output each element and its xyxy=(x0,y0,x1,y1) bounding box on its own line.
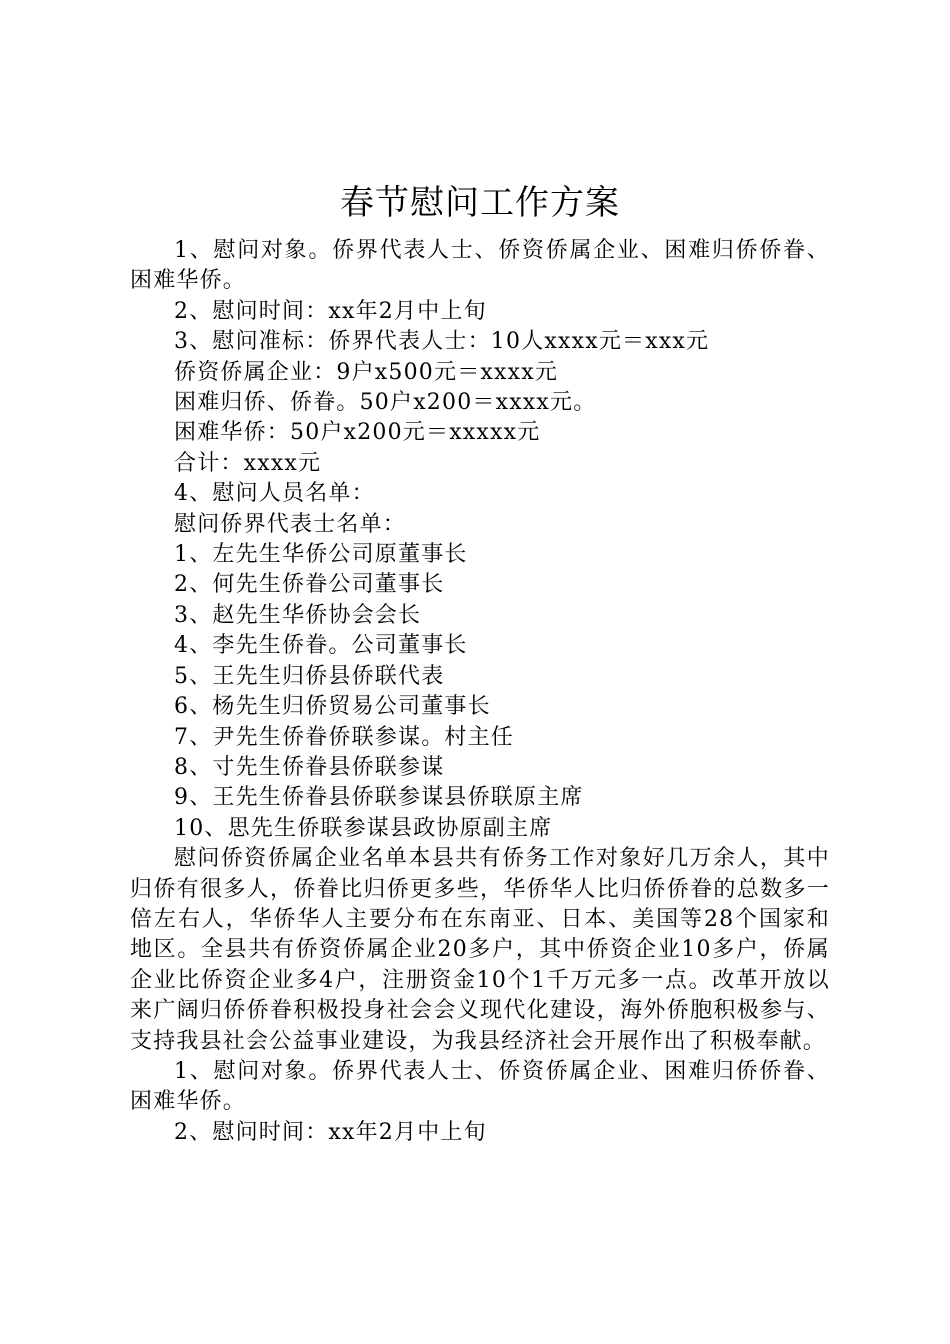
paragraph: 困难归侨、侨眷。50户x200＝xxxx元。 xyxy=(174,390,597,416)
paragraph: 4、慰问人员名单： xyxy=(174,481,375,507)
list-item: 8、寸先生侨眷县侨联参谋 xyxy=(174,754,445,780)
list-item: 4、李先生侨眷。公司董事长 xyxy=(174,633,468,659)
list-item: 10、思先生侨联参谋县政协原副主席 xyxy=(174,815,553,841)
paragraph: 2、慰问时间：xx年2月中上旬 xyxy=(174,298,487,324)
list-item: 1、左先生华侨公司原董事长 xyxy=(174,542,468,568)
list-item: 5、王先生归侨县侨联代表 xyxy=(174,663,445,689)
paragraph: 困难华侨：50户x200元＝xxxxx元 xyxy=(174,420,541,446)
paragraph: 2、慰问时间：xx年2月中上旬 xyxy=(174,1119,487,1145)
paragraph: 慰问侨界代表士名单： xyxy=(174,511,407,537)
list-item: 3、赵先生华侨协会会长 xyxy=(174,602,422,628)
list-item: 6、杨先生归侨贸易公司董事长 xyxy=(174,694,491,720)
list-item: 2、何先生侨眷公司董事长 xyxy=(174,572,445,598)
paragraph: 1、慰问对象。侨界代表人士、侨资侨属企业、困难归侨侨眷、困难华侨。 xyxy=(130,1058,830,1115)
paragraph: 合计：xxxx元 xyxy=(174,450,322,476)
paragraph: 3、慰问准标：侨界代表人士：10人xxxx元＝xxx元 xyxy=(174,329,710,355)
document-body xyxy=(130,236,830,1148)
list-item: 7、尹先生侨眷侨联参谋。村主任 xyxy=(174,724,514,750)
list-item: 9、王先生侨眷县侨联参谋县侨联原主席 xyxy=(174,785,584,811)
paragraph: 慰问侨资侨属企业名单本县共有侨务工作对象好几万余人，其中归侨有很多人，侨眷比归侨更多些，华侨华人比归侨侨眷的总数多一倍左右人，华侨华人主要分布在东南亚、日本、美国等28个国家和地区。全县共有侨资侨属企业20多户，其中侨资企业10多户，侨属企业比侨资企业多4户，注册资金10个1千万元多一点。改革开放以来广阔归侨侨眷积极投身社会会义现代化建设，海外侨胞积极参与、支持我县社会公益事业建设，为我县经济社会开展作出了积极奉献。 xyxy=(130,846,830,1054)
paragraph: 侨资侨属企业：9户x500元＝xxxx元 xyxy=(174,359,559,385)
paragraph: 1、慰问对象。侨界代表人士、侨资侨属企业、困难归侨侨眷、困难华侨。 xyxy=(130,238,830,294)
document-title: 春节慰问工作方案 xyxy=(340,183,620,223)
